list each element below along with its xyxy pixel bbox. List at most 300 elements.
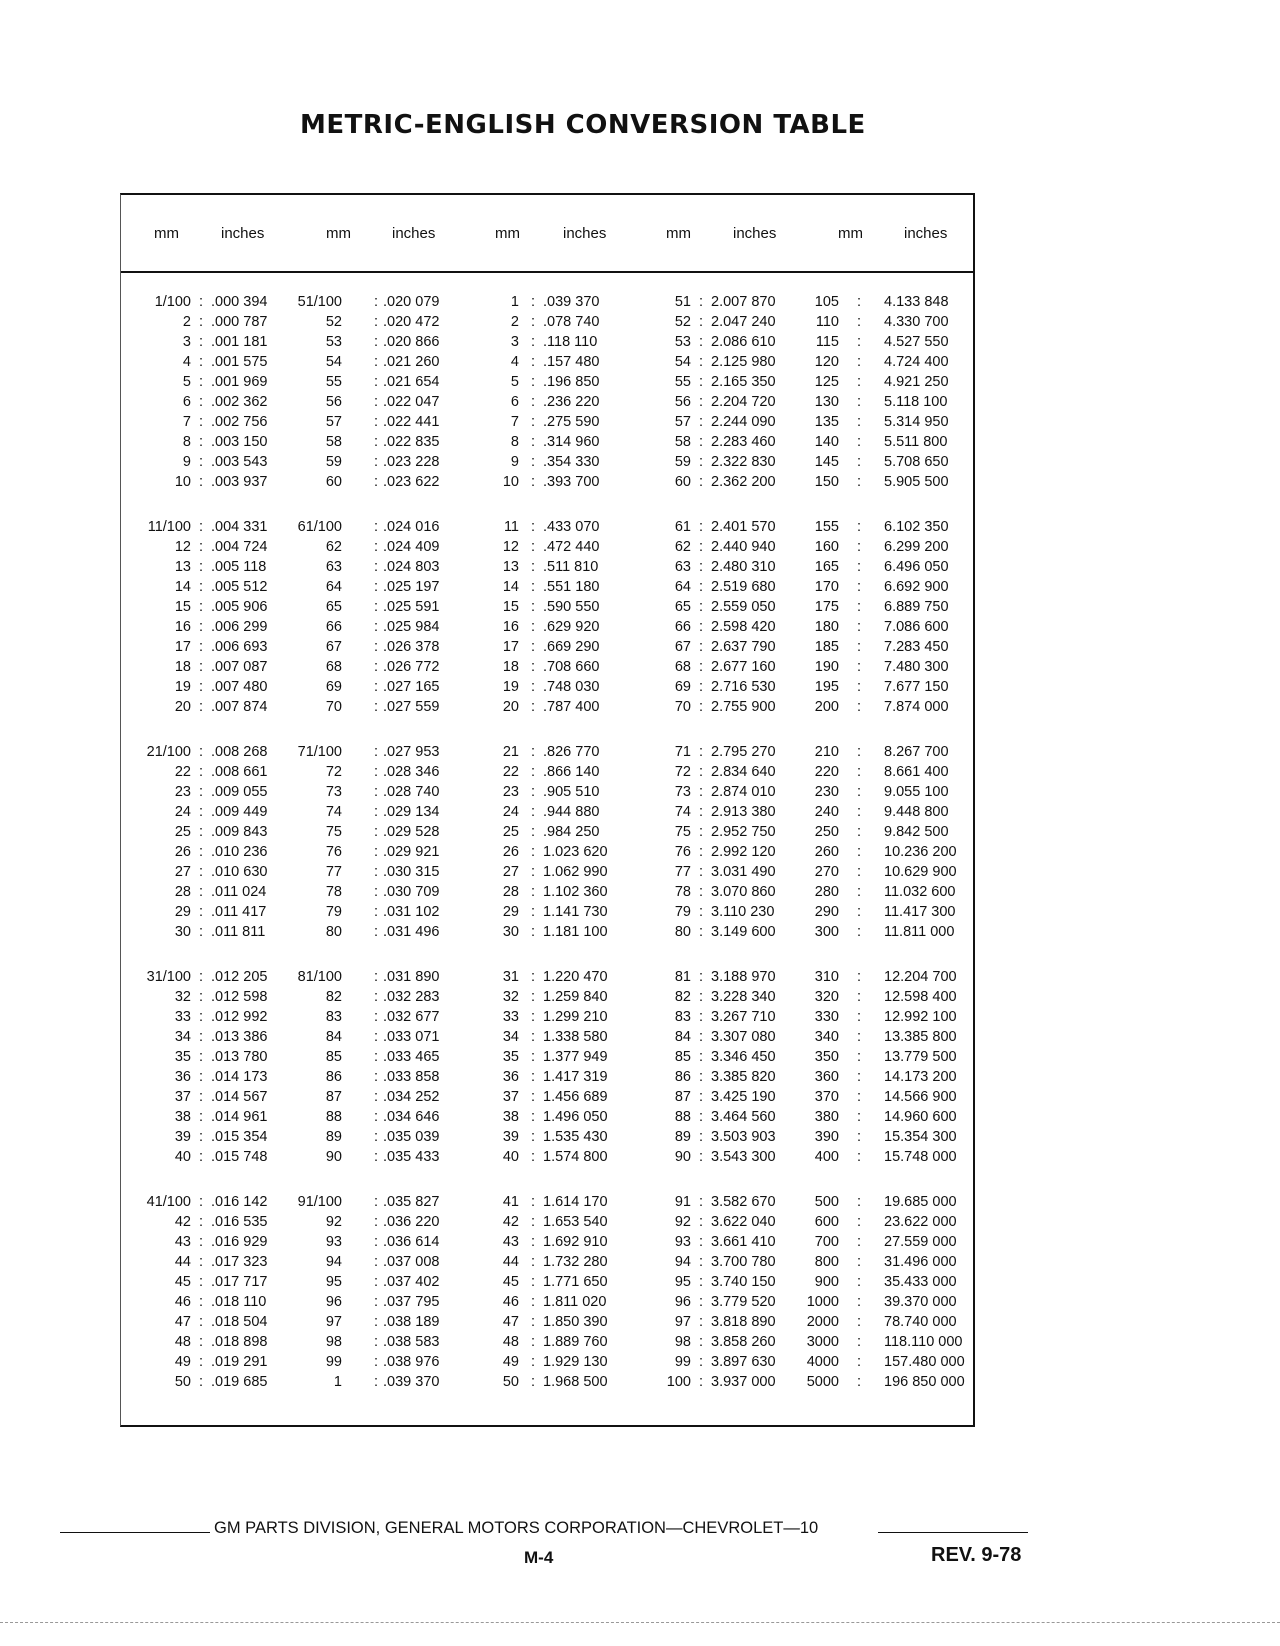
separator-colon: : xyxy=(699,699,704,715)
inches-value: 2.795 270 xyxy=(711,744,776,760)
separator-colon: : xyxy=(374,374,379,390)
inches-value: 7.874 000 xyxy=(884,699,949,715)
mm-value: 19 xyxy=(174,679,191,695)
separator-colon: : xyxy=(531,679,536,695)
inches-value: .000 394 xyxy=(211,294,268,310)
mm-value: 71 xyxy=(674,744,691,760)
separator-colon: : xyxy=(531,744,536,760)
separator-colon: : xyxy=(857,884,862,900)
separator-colon: : xyxy=(199,969,204,985)
inches-value: .016 929 xyxy=(211,1234,268,1250)
inches-value: 3.622 040 xyxy=(711,1214,776,1230)
inches-value: .025 591 xyxy=(383,599,440,615)
separator-colon: : xyxy=(374,864,379,880)
separator-colon: : xyxy=(374,764,379,780)
mm-value: 99 xyxy=(674,1354,691,1370)
inches-value: 1.023 620 xyxy=(543,844,608,860)
separator-colon: : xyxy=(531,659,536,675)
inches-value: 39.370 000 xyxy=(884,1294,957,1310)
mm-value: 4 xyxy=(182,354,191,370)
separator-colon: : xyxy=(857,1149,862,1165)
mm-value: 49 xyxy=(174,1354,191,1370)
separator-colon: : xyxy=(531,1089,536,1105)
mm-value: 310 xyxy=(814,969,839,985)
inches-value: 2.401 570 xyxy=(711,519,776,535)
inches-value: .019 685 xyxy=(211,1374,268,1390)
inches-value: .017 323 xyxy=(211,1254,268,1270)
mm-value: 11/100 xyxy=(147,519,191,535)
mm-value: 6 xyxy=(182,394,191,410)
inches-value: .023 228 xyxy=(383,454,440,470)
separator-colon: : xyxy=(374,394,379,410)
mm-value: 39 xyxy=(502,1129,519,1145)
mm-value: 47 xyxy=(174,1314,191,1330)
separator-colon: : xyxy=(857,844,862,860)
inches-value: .006 693 xyxy=(211,639,268,655)
separator-colon: : xyxy=(374,884,379,900)
inches-value: 1.653 540 xyxy=(543,1214,608,1230)
separator-colon: : xyxy=(857,764,862,780)
inches-value: .020 866 xyxy=(383,334,440,350)
inches-value: 3.503 903 xyxy=(711,1129,776,1145)
mm-value: 30 xyxy=(502,924,519,940)
inches-value: .000 787 xyxy=(211,314,268,330)
separator-colon: : xyxy=(374,579,379,595)
mm-value: 17 xyxy=(174,639,191,655)
inches-value: .006 299 xyxy=(211,619,268,635)
inches-value: .511 810 xyxy=(543,559,599,575)
separator-colon: : xyxy=(374,334,379,350)
mm-value: 42 xyxy=(174,1214,191,1230)
mm-value: 800 xyxy=(814,1254,839,1270)
inches-value: .030 709 xyxy=(383,884,440,900)
inches-value: .022 441 xyxy=(383,414,440,430)
inches-value: .012 598 xyxy=(211,989,268,1005)
inches-value: .708 660 xyxy=(543,659,600,675)
inches-value: .031 496 xyxy=(383,924,440,940)
mm-value: 69 xyxy=(674,679,691,695)
mm-value: 900 xyxy=(814,1274,839,1290)
mm-value: 34 xyxy=(174,1029,191,1045)
inches-value: .748 030 xyxy=(543,679,600,695)
separator-colon: : xyxy=(531,474,536,490)
mm-value: 240 xyxy=(814,804,839,820)
conversion-table xyxy=(120,193,975,1427)
inches-value: .629 920 xyxy=(543,619,600,635)
separator-colon: : xyxy=(699,474,704,490)
separator-colon: : xyxy=(199,1374,204,1390)
separator-colon: : xyxy=(531,1334,536,1350)
separator-colon: : xyxy=(531,864,536,880)
mm-value: 78 xyxy=(674,884,691,900)
mm-value: 33 xyxy=(174,1009,191,1025)
inches-value: .028 740 xyxy=(383,784,440,800)
separator-colon: : xyxy=(199,1009,204,1025)
mm-value: 180 xyxy=(814,619,839,635)
inches-value: 7.677 150 xyxy=(884,679,949,695)
inches-value: 2.086 610 xyxy=(711,334,776,350)
inches-value: .033 858 xyxy=(383,1069,440,1085)
inches-value: 4.527 550 xyxy=(884,334,949,350)
inches-value: 10.236 200 xyxy=(884,844,957,860)
mm-value: 48 xyxy=(174,1334,191,1350)
separator-colon: : xyxy=(199,354,204,370)
inches-value: 2.637 790 xyxy=(711,639,776,655)
inches-value: 3.740 150 xyxy=(711,1274,776,1290)
separator-colon: : xyxy=(699,1129,704,1145)
separator-colon: : xyxy=(699,579,704,595)
mm-value: 160 xyxy=(814,539,839,555)
inches-value: .010 236 xyxy=(211,844,268,860)
mm-value: 1 xyxy=(510,294,519,310)
inches-value: .027 559 xyxy=(383,699,440,715)
inches-value: .472 440 xyxy=(543,539,600,555)
inches-value: 4.724 400 xyxy=(884,354,949,370)
separator-colon: : xyxy=(699,334,704,350)
separator-colon: : xyxy=(531,579,536,595)
mm-value: 80 xyxy=(674,924,691,940)
mm-value: 38 xyxy=(174,1109,191,1125)
separator-colon: : xyxy=(374,1129,379,1145)
mm-value: 56 xyxy=(674,394,691,410)
mm-value: 270 xyxy=(814,864,839,880)
mm-value: 64 xyxy=(674,579,691,595)
mm-value: 73 xyxy=(674,784,691,800)
separator-colon: : xyxy=(531,519,536,535)
mm-value: 66 xyxy=(325,619,342,635)
separator-colon: : xyxy=(199,824,204,840)
inches-value: 1.929 130 xyxy=(543,1354,608,1370)
inches-value: .019 291 xyxy=(211,1354,268,1370)
inches-value: .236 220 xyxy=(543,394,600,410)
mm-value: 22 xyxy=(502,764,519,780)
mm-value: 36 xyxy=(174,1069,191,1085)
separator-colon: : xyxy=(699,904,704,920)
separator-colon: : xyxy=(531,1234,536,1250)
inches-value: 6.692 900 xyxy=(884,579,949,595)
mm-value: 54 xyxy=(674,354,691,370)
separator-colon: : xyxy=(531,1069,536,1085)
separator-colon: : xyxy=(531,434,536,450)
separator-colon: : xyxy=(374,1149,379,1165)
separator-colon: : xyxy=(857,474,862,490)
inches-value: .031 102 xyxy=(383,904,440,920)
inches-value: .012 205 xyxy=(211,969,268,985)
mm-value: 1000 xyxy=(806,1294,839,1310)
separator-colon: : xyxy=(199,559,204,575)
mm-value: 39 xyxy=(174,1129,191,1145)
mm-value: 155 xyxy=(814,519,839,535)
mm-value: 87 xyxy=(325,1089,342,1105)
mm-value: 290 xyxy=(814,904,839,920)
mm-value: 28 xyxy=(502,884,519,900)
separator-colon: : xyxy=(699,1089,704,1105)
mm-value: 89 xyxy=(325,1129,342,1145)
separator-colon: : xyxy=(199,679,204,695)
mm-value: 38 xyxy=(502,1109,519,1125)
separator-colon: : xyxy=(374,1069,379,1085)
mm-value: 70 xyxy=(325,699,342,715)
mm-value: 16 xyxy=(502,619,519,635)
mm-value: 200 xyxy=(814,699,839,715)
separator-colon: : xyxy=(199,539,204,555)
mm-value: 19 xyxy=(502,679,519,695)
separator-colon: : xyxy=(857,334,862,350)
separator-colon: : xyxy=(531,1029,536,1045)
inches-value: 14.960 600 xyxy=(884,1109,957,1125)
header-mm: mm xyxy=(666,225,691,242)
inches-value: 7.283 450 xyxy=(884,639,949,655)
mm-value: 93 xyxy=(674,1234,691,1250)
inches-value: 3.464 560 xyxy=(711,1109,776,1125)
separator-colon: : xyxy=(374,1314,379,1330)
mm-value: 30 xyxy=(174,924,191,940)
mm-value: 61 xyxy=(674,519,691,535)
separator-colon: : xyxy=(199,1049,204,1065)
mm-value: 49 xyxy=(502,1354,519,1370)
separator-colon: : xyxy=(374,474,379,490)
separator-colon: : xyxy=(199,334,204,350)
inches-value: .024 803 xyxy=(383,559,440,575)
mm-value: 21 xyxy=(502,744,519,760)
inches-value: .016 535 xyxy=(211,1214,268,1230)
mm-value: 165 xyxy=(814,559,839,575)
mm-value: 92 xyxy=(674,1214,691,1230)
separator-colon: : xyxy=(699,1194,704,1210)
inches-value: .590 550 xyxy=(543,599,600,615)
separator-colon: : xyxy=(699,784,704,800)
inches-value: 1.181 100 xyxy=(543,924,608,940)
inches-value: 14.173 200 xyxy=(884,1069,957,1085)
separator-colon: : xyxy=(199,904,204,920)
mm-value: 3 xyxy=(510,334,519,350)
inches-value: 1.259 840 xyxy=(543,989,608,1005)
mm-value: 3000 xyxy=(806,1334,839,1350)
inches-value: 27.559 000 xyxy=(884,1234,957,1250)
page-number: M-4 xyxy=(524,1548,554,1567)
inches-value: 2.322 830 xyxy=(711,454,776,470)
mm-value: 26 xyxy=(174,844,191,860)
mm-value: 34 xyxy=(502,1029,519,1045)
mm-value: 10 xyxy=(502,474,519,490)
inches-value: 35.433 000 xyxy=(884,1274,957,1290)
separator-colon: : xyxy=(699,639,704,655)
header-inches: inches xyxy=(563,225,607,242)
mm-value: 10 xyxy=(174,474,191,490)
mm-value: 68 xyxy=(674,659,691,675)
inches-value: 9.055 100 xyxy=(884,784,949,800)
separator-colon: : xyxy=(857,1334,862,1350)
separator-colon: : xyxy=(374,1374,379,1390)
mm-value: 60 xyxy=(325,474,342,490)
inches-value: 3.661 410 xyxy=(711,1234,776,1250)
mm-value: 220 xyxy=(814,764,839,780)
mm-value: 81/100 xyxy=(297,969,342,985)
mm-value: 72 xyxy=(674,764,691,780)
separator-colon: : xyxy=(531,1354,536,1370)
separator-colon: : xyxy=(199,1234,204,1250)
separator-colon: : xyxy=(699,659,704,675)
mm-value: 65 xyxy=(325,599,342,615)
separator-colon: : xyxy=(531,599,536,615)
separator-colon: : xyxy=(699,1149,704,1165)
separator-colon: : xyxy=(374,844,379,860)
separator-colon: : xyxy=(699,1374,704,1390)
inches-value: 6.889 750 xyxy=(884,599,949,615)
separator-colon: : xyxy=(531,884,536,900)
separator-colon: : xyxy=(374,539,379,555)
separator-colon: : xyxy=(199,1129,204,1145)
mm-value: 60 xyxy=(674,474,691,490)
separator-colon: : xyxy=(531,539,536,555)
separator-colon: : xyxy=(531,989,536,1005)
inches-value: 1.968 500 xyxy=(543,1374,608,1390)
inches-value: .009 843 xyxy=(211,824,268,840)
separator-colon: : xyxy=(374,989,379,1005)
separator-colon: : xyxy=(374,784,379,800)
inches-value: .196 850 xyxy=(543,374,600,390)
inches-value: .354 330 xyxy=(543,454,600,470)
separator-colon: : xyxy=(531,559,536,575)
header-mm: mm xyxy=(838,225,863,242)
inches-value: 1.220 470 xyxy=(543,969,608,985)
inches-value: 1.299 210 xyxy=(543,1009,608,1025)
mm-value: 68 xyxy=(325,659,342,675)
mm-value: 75 xyxy=(674,824,691,840)
separator-colon: : xyxy=(699,764,704,780)
mm-value: 83 xyxy=(325,1009,342,1025)
inches-value: .022 835 xyxy=(383,434,440,450)
separator-colon: : xyxy=(699,519,704,535)
inches-value: .275 590 xyxy=(543,414,600,430)
separator-colon: : xyxy=(531,844,536,860)
mm-value: 12 xyxy=(502,539,519,555)
inches-value: 5.511 800 xyxy=(884,434,948,450)
mm-value: 31/100 xyxy=(146,969,191,985)
inches-value: 9.448 800 xyxy=(884,804,949,820)
header-inches: inches xyxy=(904,225,948,242)
mm-value: 88 xyxy=(325,1109,342,1125)
mm-value: 45 xyxy=(502,1274,519,1290)
separator-colon: : xyxy=(699,599,704,615)
separator-colon: : xyxy=(199,699,204,715)
mm-value: 92 xyxy=(325,1214,342,1230)
inches-value: 2.007 870 xyxy=(711,294,776,310)
mm-value: 28 xyxy=(174,884,191,900)
inches-value: .669 290 xyxy=(543,639,600,655)
inches-value: .001 575 xyxy=(211,354,268,370)
mm-value: 9 xyxy=(182,454,191,470)
mm-value: 32 xyxy=(174,989,191,1005)
mm-value: 35 xyxy=(174,1049,191,1065)
mm-value: 86 xyxy=(325,1069,342,1085)
separator-colon: : xyxy=(531,1109,536,1125)
separator-colon: : xyxy=(199,1149,204,1165)
separator-colon: : xyxy=(531,374,536,390)
inches-value: .026 378 xyxy=(383,639,440,655)
separator-colon: : xyxy=(374,1089,379,1105)
inches-value: .013 780 xyxy=(211,1049,268,1065)
inches-value: .014 567 xyxy=(211,1089,268,1105)
separator-colon: : xyxy=(857,744,862,760)
separator-colon: : xyxy=(199,454,204,470)
inches-value: .035 433 xyxy=(383,1149,440,1165)
mm-value: 91/100 xyxy=(297,1194,342,1210)
inches-value: .018 110 xyxy=(211,1294,267,1310)
separator-colon: : xyxy=(857,904,862,920)
inches-value: 1.614 170 xyxy=(543,1194,608,1210)
separator-colon: : xyxy=(857,1194,862,1210)
mm-value: 52 xyxy=(674,314,691,330)
inches-value: .016 142 xyxy=(211,1194,268,1210)
separator-colon: : xyxy=(199,924,204,940)
mm-value: 195 xyxy=(814,679,839,695)
inches-value: 15.354 300 xyxy=(884,1129,957,1145)
separator-colon: : xyxy=(199,579,204,595)
separator-colon: : xyxy=(857,1109,862,1125)
separator-colon: : xyxy=(857,1214,862,1230)
separator-colon: : xyxy=(531,764,536,780)
inches-value: .005 118 xyxy=(211,559,267,575)
mm-value: 135 xyxy=(814,414,839,430)
separator-colon: : xyxy=(699,744,704,760)
mm-value: 84 xyxy=(674,1029,691,1045)
inches-value: .038 189 xyxy=(383,1314,440,1330)
inches-value: .025 984 xyxy=(383,619,440,635)
header-inches: inches xyxy=(221,225,265,242)
inches-value: 1.535 430 xyxy=(543,1129,608,1145)
mm-value: 43 xyxy=(502,1234,519,1250)
mm-value: 77 xyxy=(674,864,691,880)
inches-value: .022 047 xyxy=(383,394,440,410)
inches-value: 4.330 700 xyxy=(884,314,949,330)
mm-value: 145 xyxy=(814,454,839,470)
separator-colon: : xyxy=(374,1354,379,1370)
inches-value: 118.110 000 xyxy=(884,1334,963,1350)
separator-colon: : xyxy=(531,924,536,940)
inches-value: 2.440 940 xyxy=(711,539,776,555)
header-mm: mm xyxy=(154,225,179,242)
separator-colon: : xyxy=(199,1109,204,1125)
header-mm: mm xyxy=(326,225,351,242)
inches-value: .314 960 xyxy=(543,434,600,450)
separator-colon: : xyxy=(857,314,862,330)
inches-value: 2.755 900 xyxy=(711,699,776,715)
mm-value: 42 xyxy=(502,1214,519,1230)
separator-colon: : xyxy=(531,334,536,350)
mm-value: 1 xyxy=(333,1374,342,1390)
inches-value: 3.110 230 xyxy=(711,904,775,920)
inches-value: 1.496 050 xyxy=(543,1109,608,1125)
inches-value: .031 890 xyxy=(383,969,440,985)
separator-colon: : xyxy=(531,1009,536,1025)
separator-colon: : xyxy=(531,824,536,840)
mm-value: 40 xyxy=(174,1149,191,1165)
mm-value: 390 xyxy=(814,1129,839,1145)
mm-value: 76 xyxy=(674,844,691,860)
inches-value: .007 480 xyxy=(211,679,268,695)
inches-value: .035 827 xyxy=(383,1194,440,1210)
mm-value: 41/100 xyxy=(146,1194,191,1210)
inches-value: .038 583 xyxy=(383,1334,440,1350)
inches-value: .007 087 xyxy=(211,659,268,675)
separator-colon: : xyxy=(857,294,862,310)
separator-colon: : xyxy=(857,1314,862,1330)
inches-value: .011 024 xyxy=(211,884,267,900)
inches-value: 6.102 350 xyxy=(884,519,949,535)
mm-value: 700 xyxy=(814,1234,839,1250)
separator-colon: : xyxy=(199,1254,204,1270)
